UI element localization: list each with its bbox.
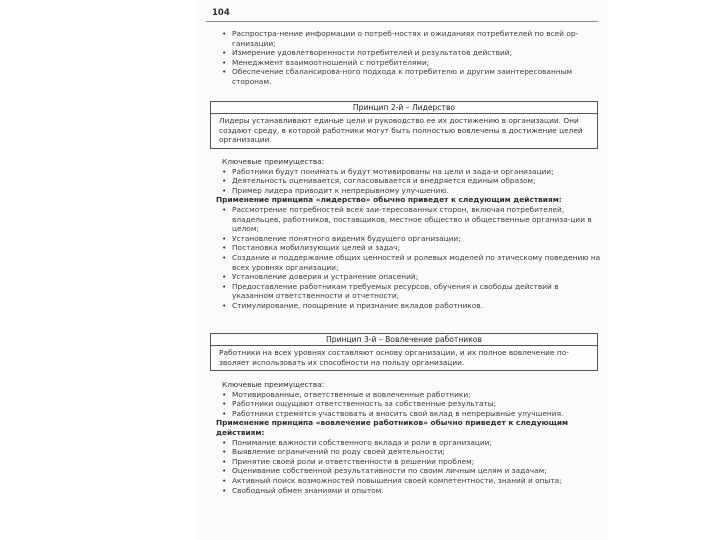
list-item: • Выявление ограничений по роду своей деятельности;	[196, 447, 608, 457]
list-item: • Активный поиск возможностей повышения своей компетентности, знаний и опыта;	[196, 476, 608, 486]
principle-3-title: Принцип 3-й – Вовлечение работников	[211, 334, 597, 346]
principle-2-application-heading: Применение принципа «лидерство» обычно приведет к следующим действиям:	[216, 195, 562, 205]
list-item: • Создание и поддержание общих ценностей и ролевых моделей по этическому поведению на всех уровнях организации;	[196, 253, 608, 272]
list-item: • Работники будут понимать и будут мотивированы на цели и зада-и организации;	[196, 167, 608, 177]
principle-2-box	[210, 101, 598, 149]
list-item: • Понимание важности собственного вклада и роли в организации;	[196, 438, 608, 448]
page-number: 104	[212, 8, 230, 18]
principle-2-benefits-heading: Ключевые преимущества:	[222, 157, 325, 166]
list-item: • Работники ощущают ответственность за собственные результаты;	[196, 399, 608, 409]
list-item: • Оценивание собственной результативности по своим личным целям и задачам;	[196, 466, 608, 476]
list-item: • Свободный обмен знаниями и опытом.	[196, 486, 608, 496]
list-item: • Измерение удовлетворенности потребителей и результатов действий;	[196, 48, 608, 58]
list-item: • Принятие своей роли и ответственности в решении проблем;	[196, 457, 608, 467]
list-item: • Мотивированные, ответственные и вовлеченные работники;	[196, 390, 608, 400]
principle-3-benefits-heading: Ключевые преимущества:	[222, 380, 325, 389]
principle-3-body	[196, 380, 608, 495]
list-item: • Стимулирование, поощрение и признание вкладов работников.	[196, 301, 608, 311]
document-page	[196, 0, 608, 540]
list-item: • Установление доверия и устранение опасений;	[196, 272, 608, 282]
list-item: • Пример лидера приводит к непрерывному улучшению.	[196, 186, 608, 196]
list-item: • Постановка мобилизующих целей и задач;	[196, 243, 608, 253]
list-item: • Деятельность оценивается, согласовывается и внедряется единым образом;	[196, 176, 608, 186]
intro-bullet-list	[196, 29, 608, 87]
list-item: • Рассмотрение потребностей всех заи-тересованных сторон, включая потребителей, владельцев, работников, поставщиков, местное общество и общественные организа-ции в целом;	[196, 205, 608, 234]
principle-2-definition: Лидеры устанавливают единые цели и руководство ее их достижению в организации. Они создают среду, в которой работники могут быть полностью вовлечены в достижение целей организации.	[219, 116, 583, 145]
list-item: • Менеджмент взаимоотношений с потребителями;	[196, 58, 608, 68]
principle-3-definition: Работники на всех уровнях составляют основу организации, и их полное вовлечение по-зволяет использовать их способности на пользу организации.	[219, 348, 569, 367]
list-item: • Распростра-нение информации о потреб-ностях и ожиданиях потребителей по всей ор-ганизации;	[196, 29, 608, 48]
list-item: • Предоставление работникам требуемых ресурсов, обучения и свободы действий в указанном ответственности и отчетности;	[196, 282, 608, 301]
principle-2-body	[196, 157, 608, 311]
header-rule	[206, 21, 598, 22]
list-item: • Обеспечение сбалансирова-ного подхода к потребителю и другим заинтересованным сторонам.	[196, 67, 608, 86]
principle-2-title: Принцип 2-й – Лидерство	[211, 102, 597, 114]
principle-3-application-heading: Применение принципа «вовлечение работников» обычно приведет к следующим действиям:	[216, 418, 569, 437]
list-item: • Работники стремятся участвовать и вносить свой вклад в непрерывные улучшения.	[196, 409, 608, 419]
list-item: • Установление понятного видения будущего организации;	[196, 234, 608, 244]
principle-3-box	[210, 333, 598, 371]
